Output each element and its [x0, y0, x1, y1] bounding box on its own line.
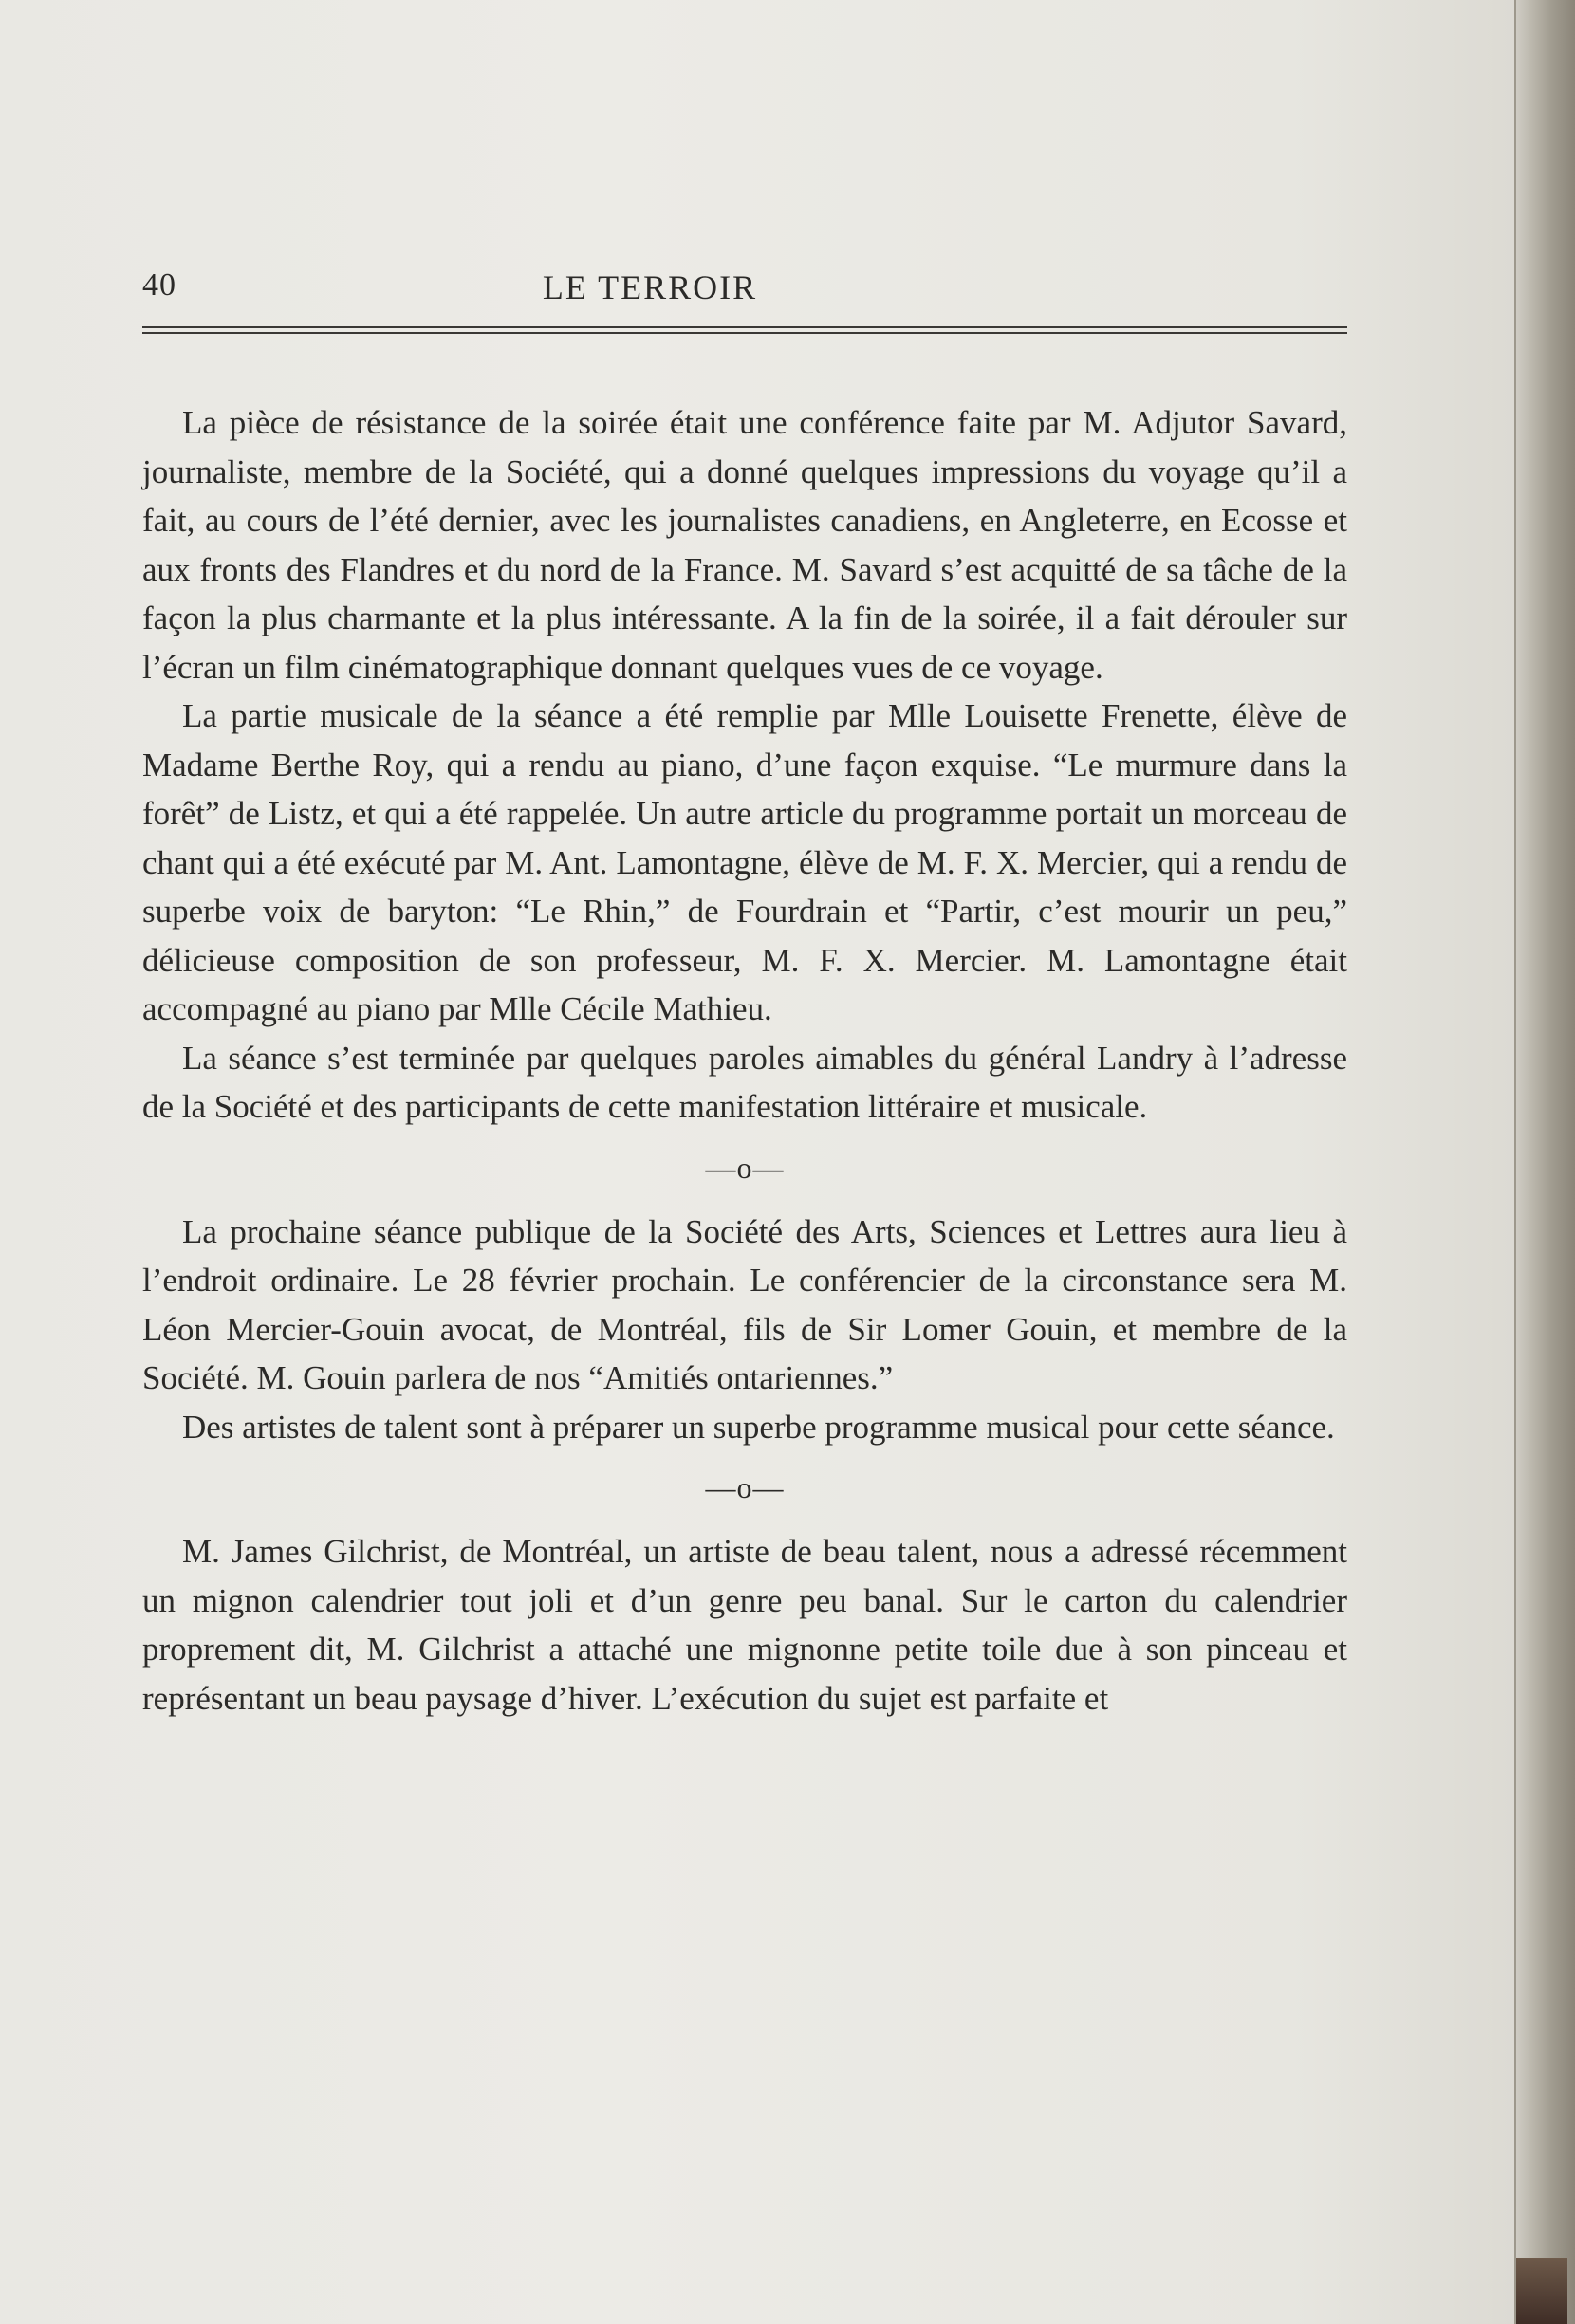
- running-head: [142, 267, 1347, 317]
- paragraph-conference: La pièce de résistance de la soirée était une conférence faite par M. Adjutor Savard, journaliste, membre de la Société, qui a donné quelques impressions du voyage qu’il a fait, au cours de l’été dernier, avec les journalistes canadiens, en Angleterre, en Ecosse et aux fronts des Flandres et du nord de la France. M. Savard s’est acquitté de sa tâche de la façon la plus charmante et la plus intéressante. A la fin de la soirée, il a fait dérouler sur l’écran un film cinématographique donnant quelques vues de ce voyage.: [142, 404, 1347, 686]
- paragraph-closing: La séance s’est terminée par quelques paroles aimables du général Landry à l’adresse de la Société et des participants de cette manifestation littéraire et musicale.: [142, 1039, 1347, 1125]
- header-double-rule: [142, 326, 1347, 338]
- paragraph-musical-part: La partie musicale de la séance a été remplie par Mlle Louisette Frenette, élève de Madame Berthe Roy, qui a rendu au piano, d’une façon exquise. “Le murmure dans la forêt” de Listz, et qui a été rappelée. Un autre article du programme portait un morceau de chant qui a été exécuté par M. Ant. Lamontagne, élève de M. F. X. Mercier, qui a rendu de superbe voix de baryton: “Le Rhin,” de Fourdrain et “Partir, c’est mourir un peu,” délicieuse composition de son professeur, M. F. X. Mercier. M. Lamontagne était accompagné au piano par Mlle Cécile Mathieu.: [142, 697, 1347, 1027]
- paragraph-artists: Des artistes de talent sont à préparer un superbe programme musical pour cette séance.: [182, 1408, 1335, 1446]
- page-number: 40: [142, 267, 176, 303]
- header-rule-top: [142, 326, 1347, 328]
- article-body: [142, 398, 1347, 1723]
- section-separator: —o—: [705, 1150, 785, 1185]
- paragraph-next-session: La prochaine séance publique de la Société des Arts, Sciences et Lettres aura lieu à l’endroit ordinaire. Le 28 février prochain. Le conférencier de la circonstance sera M. Léon Mercier-Gouin avocat, de Montréal, fils de Sir Lomer Gouin, et membre de la Société. M. Gouin parlera de nos “Amitiés ontariennes.”: [142, 1212, 1347, 1396]
- section-separator: —o—: [705, 1470, 785, 1504]
- book-binding-edge: [1514, 0, 1575, 2324]
- journal-title: LE TERROIR: [542, 268, 758, 306]
- book-cover-corner: [1516, 2258, 1567, 2324]
- header-rule-bottom: [142, 332, 1347, 334]
- paragraph-gilchrist: M. James Gilchrist, de Montréal, un artiste de beau talent, nous a adressé récemment un mignon calendrier tout joli et d’un genre peu banal. Sur le carton du calendrier proprement dit, M. Gilchrist a attaché une mignonne petite toile due à son pinceau et représentant un beau paysage d’hiver. L’exécution du sujet est parfaite et: [142, 1533, 1347, 1717]
